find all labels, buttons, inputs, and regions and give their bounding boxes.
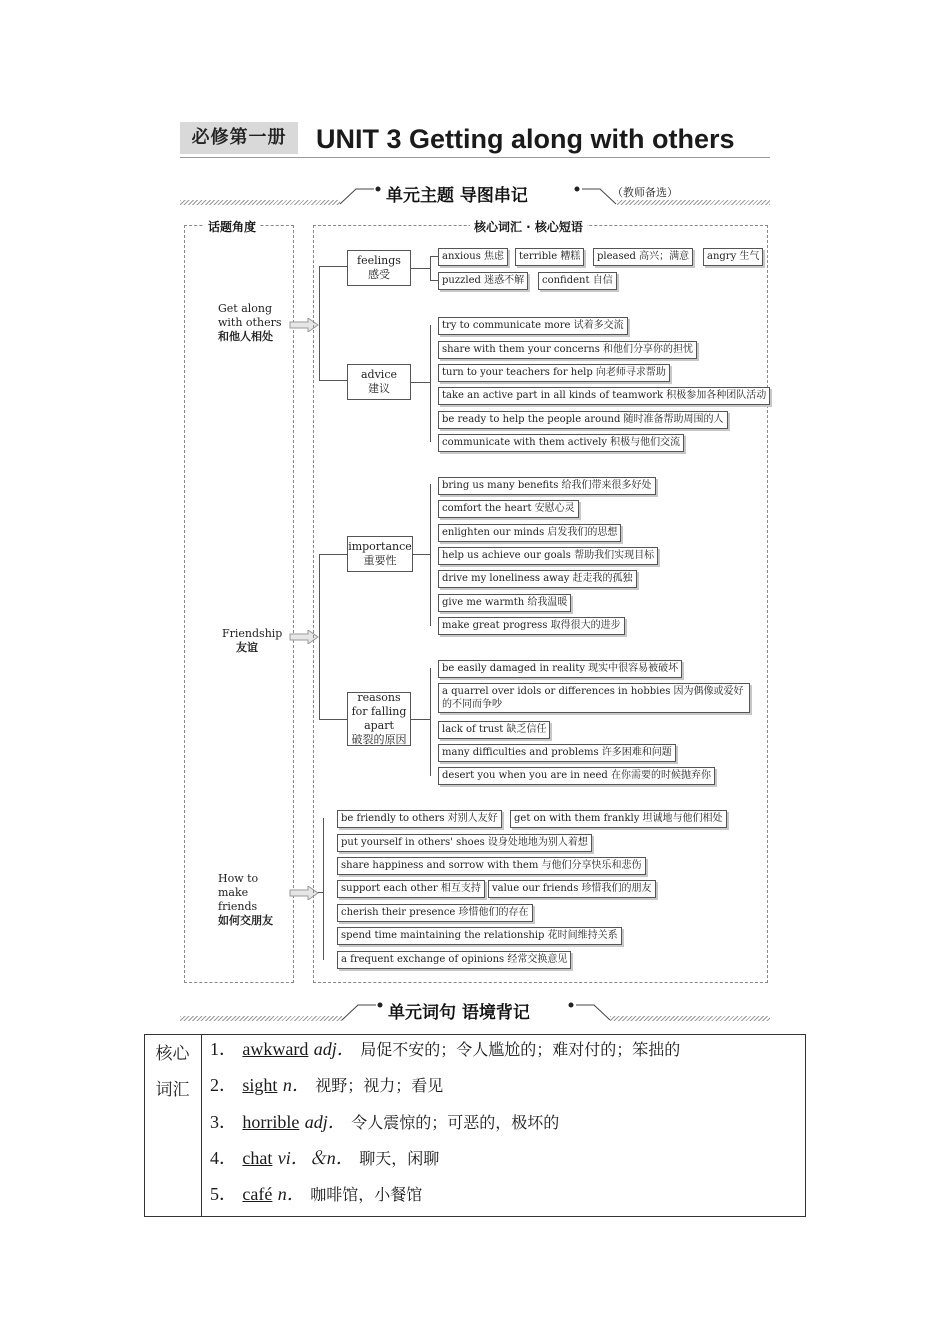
phrase-item: make great progress 取得很大的进步 — [438, 617, 625, 635]
phrase-item: enlighten our minds 启发我们的思想 — [438, 524, 621, 542]
hatch-divider — [617, 200, 770, 205]
vocab-item: angry 生气 — [703, 248, 763, 266]
phrase-item: support each other 相互支持 — [337, 880, 485, 898]
entry-definition: 咖啡馆，小餐馆 — [310, 1185, 423, 1204]
vocab-entry — [210, 1034, 680, 1070]
entry-definition: 视野；视力；看见 — [315, 1076, 444, 1095]
connector-line — [430, 256, 438, 257]
topic-en: How to make friends — [218, 872, 259, 913]
bracket-line — [430, 484, 431, 626]
vocab-item: pleased 高兴；满意 — [593, 248, 693, 266]
vocab-entry — [210, 1070, 443, 1106]
category-zh: 感受 — [368, 268, 390, 281]
label-line: 核心 — [155, 1044, 190, 1064]
entry-word: chat — [242, 1148, 273, 1168]
vocab-item: terrible 糟糕 — [515, 248, 584, 266]
topic-panel-header: 话题角度 — [204, 218, 260, 235]
section-note: （教师备选） — [612, 186, 678, 199]
entry-word: café — [242, 1184, 273, 1204]
unit-title: UNIT 3 Getting along with others — [316, 124, 735, 154]
hatch-divider — [180, 1016, 342, 1021]
topic-friendship — [222, 627, 288, 655]
vocab-entry — [210, 1107, 559, 1143]
connector-line — [319, 266, 320, 380]
entry-definition: 局促不安的；令人尴尬的；难对付的；笨拙的 — [360, 1040, 681, 1059]
phrase-item: drive my loneliness away 赶走我的孤独 — [438, 570, 637, 588]
phrase-item: be ready to help the people around 随时准备帮助周围的人 — [438, 411, 728, 429]
entry-pos: vi．＆n． — [277, 1148, 354, 1168]
connector-line — [411, 719, 430, 720]
title-bracket-left — [338, 183, 384, 207]
bracket-line — [430, 668, 431, 776]
phrase-item: bring us many benefits 给我们带来很多好处 — [438, 477, 656, 495]
category-en: feelings — [357, 254, 401, 267]
phrase-item: get on with them frankly 坦诚地与他们相处 — [510, 810, 727, 828]
vocab-table-label — [144, 1034, 202, 1217]
entry-definition: 聊天，闲聊 — [359, 1149, 440, 1168]
topic-zh: 友谊 — [236, 641, 258, 654]
vocab-item: puzzled 迷惑不解 — [438, 272, 528, 290]
entry-word: horrible — [242, 1112, 300, 1132]
phrase-item: a quarrel over idols or differences in hobbies 因为偶像或爱好的不同而争吵 — [438, 683, 750, 713]
entry-number: 1． — [210, 1039, 237, 1059]
vocab-entry — [210, 1143, 439, 1179]
connector-line — [319, 719, 347, 720]
phrase-item: try to communicate more 试着多交流 — [438, 317, 628, 335]
phrase-item: lack of trust 缺乏信任 — [438, 721, 550, 739]
hatch-divider — [610, 1016, 770, 1021]
title-bracket-left — [340, 999, 386, 1023]
entry-number: 2． — [210, 1075, 237, 1095]
category-zh: 重要性 — [363, 554, 397, 567]
phrase-item: comfort the heart 安慰心灵 — [438, 500, 579, 518]
vocab-item: confident 自信 — [538, 272, 617, 290]
phrase-item: turn to your teachers for help 向老师寻求帮助 — [438, 364, 670, 382]
entry-word: sight — [242, 1075, 278, 1095]
topic-make-friends — [218, 872, 288, 928]
phrase-item: share with them your concerns 和他们分享你的担忧 — [438, 341, 697, 359]
phrase-item: be friendly to others 对别人友好 — [337, 810, 502, 828]
connector-line — [411, 382, 430, 383]
phrase-item: spend time maintaining the relationship 花时间维持关系 — [337, 927, 622, 945]
bracket-line — [430, 325, 431, 442]
topic-get-along — [218, 302, 288, 344]
topic-zh: 如何交朋友 — [218, 914, 273, 927]
connector-line — [319, 266, 347, 267]
phrase-item: a frequent exchange of opinions 经常交换意见 — [337, 951, 571, 969]
entry-pos: adj． — [313, 1039, 355, 1059]
phrase-item: value our friends 珍惜我们的朋友 — [488, 880, 656, 898]
volume-tag: 必修第一册 — [180, 122, 298, 154]
connector-line — [413, 554, 430, 555]
category-en: reasons for falling apart — [351, 691, 407, 732]
entry-word: awkward — [242, 1039, 309, 1059]
header-rule — [180, 157, 770, 158]
category-zh: 建议 — [368, 382, 390, 395]
category-feelings — [347, 250, 411, 286]
entry-number: 5． — [210, 1184, 237, 1204]
connector-line — [430, 280, 438, 281]
phrase-item: give me warmth 给我温暖 — [438, 594, 571, 612]
entry-pos: adj． — [304, 1112, 346, 1132]
topic-en: Friendship — [222, 627, 283, 640]
hatch-divider — [180, 200, 340, 205]
section-title-words: 单元词句 语境背记 — [388, 1003, 530, 1023]
bracket-line — [430, 256, 431, 280]
phrase-item: desert you when you are in need 在你需要的时候抛弃你 — [438, 767, 715, 785]
phrase-item: many difficulties and problems 许多困难和问题 — [438, 744, 676, 762]
category-advice — [347, 364, 411, 400]
category-reasons — [347, 692, 411, 746]
connector-line — [411, 268, 430, 269]
title-bracket-right — [566, 999, 612, 1023]
category-en: advice — [360, 368, 397, 381]
label-line: 词汇 — [155, 1080, 190, 1100]
phrase-item: communicate with them actively 积极与他们交流 — [438, 434, 684, 452]
topic-en: Get along with others — [218, 302, 282, 329]
entry-pos: n． — [282, 1075, 310, 1095]
entry-definition: 令人震惊的；可恶的，极坏的 — [351, 1113, 560, 1132]
vocab-item: anxious 焦虑 — [438, 248, 508, 266]
vocab-panel-header: 核心词汇 · 核心短语 — [470, 218, 587, 235]
bracket-line — [323, 818, 324, 960]
category-importance — [347, 536, 413, 572]
topic-zh: 和他人相处 — [218, 330, 273, 343]
phrase-item: take an active part in all kinds of teamwork 积极参加各种团队活动 — [438, 387, 770, 405]
category-zh: 破裂的原因 — [351, 733, 407, 746]
phrase-item: put yourself in others' shoes 设身处地地为别人着想 — [337, 834, 592, 852]
phrase-item: cherish their presence 珍惜他们的存在 — [337, 904, 533, 922]
vocab-entry — [210, 1179, 422, 1215]
entry-number: 4． — [210, 1148, 237, 1168]
phrase-item: be easily damaged in reality 现实中很容易被破坏 — [438, 660, 682, 678]
connector-line — [319, 554, 347, 555]
connector-line — [319, 554, 320, 719]
category-en: importance — [348, 540, 412, 553]
entry-pos: n． — [277, 1184, 305, 1204]
connector-line — [318, 892, 323, 893]
connector-line — [319, 380, 347, 381]
phrase-item: help us achieve our goals 帮助我们实现目标 — [438, 547, 658, 565]
section-title-mindmap: 单元主题 导图串记 — [386, 186, 528, 206]
phrase-item: share happiness and sorrow with them 与他们分享快乐和悲伤 — [337, 857, 646, 875]
entry-number: 3． — [210, 1112, 237, 1132]
